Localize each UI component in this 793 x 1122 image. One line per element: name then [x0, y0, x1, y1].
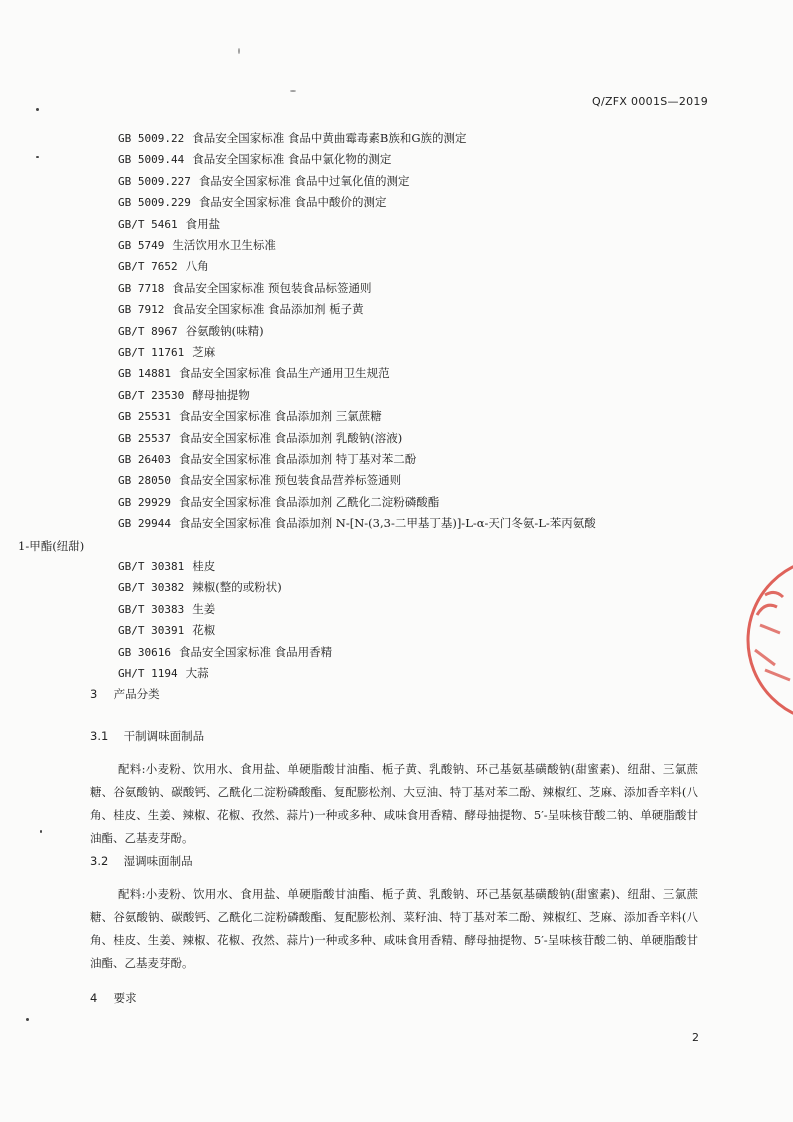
- reference-code: GB 7718: [118, 281, 165, 295]
- reference-code: GB 28050: [118, 474, 171, 488]
- reference-title: 食品安全国家标准 食品生产通用卫生规范: [178, 366, 390, 381]
- scan-speck: [36, 108, 39, 111]
- red-seal-stamp-icon: [735, 555, 793, 725]
- reference-title: 食品安全国家标准 食品中过氧化值的测定: [198, 173, 410, 188]
- reference-item: [118, 491, 439, 513]
- reference-title: 食品安全国家标准 食品添加剂 特丁基对苯二酚: [178, 452, 417, 466]
- section-4-number: 4: [90, 991, 98, 1005]
- reference-item: [118, 598, 215, 620]
- reference-code: GB/T 8967: [118, 324, 178, 338]
- reference-title: 谷氨酸钠(味精): [185, 323, 264, 338]
- reference-code: GH/T 1194: [118, 667, 178, 680]
- reference-item: [118, 320, 264, 342]
- reference-code: GB 26403: [118, 453, 171, 466]
- reference-item: [118, 255, 209, 277]
- reference-item: [118, 191, 387, 213]
- reference-item-long: [18, 512, 718, 557]
- reference-code: GB 7912: [118, 303, 165, 317]
- reference-code: GB/T 30391: [118, 624, 185, 638]
- reference-code: GB 29929: [118, 495, 171, 509]
- reference-item: [118, 298, 364, 320]
- scan-speck: [290, 90, 296, 92]
- reference-title: 食品安全国家标准 食品添加剂 乙酰化二淀粉磷酸酯: [178, 494, 440, 509]
- reference-title: 辣椒(整的或粉状): [192, 580, 282, 595]
- reference-title-continued: 1-甲酯(纽甜): [18, 539, 85, 554]
- section-3-heading: [90, 686, 160, 702]
- reference-title: 食品安全国家标准 食品中黄曲霉毒素B族和G族的测定: [192, 131, 467, 145]
- reference-item: [118, 662, 209, 684]
- scan-speck: [238, 48, 240, 54]
- section-3-2-heading: [90, 853, 193, 869]
- reference-code: GB 5009.44: [118, 153, 185, 167]
- reference-title: 食品安全国家标准 食品添加剂 乳酸钠(溶液): [178, 430, 403, 445]
- reference-code: GB 5009.229: [118, 196, 191, 210]
- reference-title: 食品安全国家标准 预包装食品标签通则: [172, 280, 372, 295]
- reference-code: GB 5009.22: [118, 132, 185, 145]
- section-3-2-title: 湿调味面制品: [123, 854, 193, 868]
- reference-code: GB 25531: [118, 410, 171, 424]
- reference-code: GB 29944: [118, 517, 171, 531]
- page-number: 2: [692, 1031, 699, 1044]
- reference-code: GB 5749: [118, 239, 165, 252]
- section-3-2-ingredients: 配料:小麦粉、饮用水、食用盐、单硬脂酸甘油酯、栀子黄、乳酸钠、环己基氨基磺酸钠(甜蜜素)、纽甜、三氯蔗糖、谷氨酸钠、碳酸钙、乙酰化二淀粉磷酸酯、复配膨松剂、菜籽油、特丁基对苯二酚、辣椒红、芝麻、添加香辛料(八角、桂皮、生姜、辣椒、花椒、孜然、蒜片)一种或多种、咸味食用香精、酵母抽提物、5′-呈味核苷酸二钠、单硬脂酸甘油酯、乙基麦芽酚。: [90, 887, 698, 970]
- reference-title: 食品安全国家标准 预包装食品营养标签通则: [178, 473, 402, 488]
- scan-speck: [40, 830, 42, 833]
- reference-item: [118, 341, 215, 363]
- reference-code: GB 30616: [118, 645, 171, 659]
- reference-title: 食用盐: [185, 216, 221, 231]
- section-3-1-number: 3.1: [90, 729, 109, 743]
- reference-code: GB/T 5461: [118, 217, 178, 231]
- scan-speck: [26, 1018, 29, 1021]
- reference-item: [118, 405, 382, 427]
- reference-code: GB/T 23530: [118, 388, 185, 402]
- reference-code: GB 5009.227: [118, 174, 191, 188]
- reference-item: [118, 427, 402, 449]
- reference-code: GB/T 7652: [118, 260, 178, 274]
- reference-item: [118, 148, 391, 170]
- reference-code: GB/T 30382: [118, 581, 185, 595]
- section-3-1-title: 干制调味面制品: [123, 729, 205, 743]
- reference-title: 花椒: [192, 623, 216, 638]
- reference-item: [118, 555, 215, 577]
- reference-item: [118, 576, 282, 598]
- reference-title: 食品安全国家标准 食品中酸价的测定: [198, 195, 387, 210]
- reference-title: 大蒜: [185, 666, 209, 680]
- section-3-2-number: 3.2: [90, 854, 109, 868]
- reference-title: 食品安全国家标准 食品添加剂 栀子黄: [172, 302, 364, 317]
- reference-title: 酵母抽提物: [192, 387, 250, 402]
- reference-item: [118, 277, 372, 299]
- section-3-1-ingredients: 配料:小麦粉、饮用水、食用盐、单硬脂酸甘油酯、栀子黄、乳酸钠、环己基氨基磺酸钠(甜蜜素)、纽甜、三氯蔗糖、谷氨酸钠、碳酸钙、乙酰化二淀粉磷酸酯、复配膨松剂、大豆油、特丁基对苯二酚、辣椒红、芝麻、添加香辛料(八角、桂皮、生姜、辣椒、花椒、孜然、蒜片)一种或多种、咸味食用香精、酵母抽提物、5′-呈味核苷酸二钠、单硬脂酸甘油酯、乙基麦芽酚。: [90, 762, 698, 845]
- reference-code: GB 14881: [118, 367, 171, 381]
- reference-code: GB/T 30383: [118, 602, 185, 616]
- reference-item: [118, 619, 215, 641]
- reference-item: [118, 362, 390, 384]
- reference-title: 芝麻: [192, 345, 216, 359]
- document-code: Q/ZFX 0001S—2019: [592, 95, 709, 108]
- reference-code: GB/T 11761: [118, 346, 185, 359]
- section-4-heading: [90, 990, 137, 1006]
- reference-code: GB 25537: [118, 431, 171, 445]
- reference-item: [118, 384, 250, 406]
- reference-item: [118, 469, 401, 491]
- reference-title: 食品安全国家标准 食品添加剂 N-[N-(3,3-二甲基丁基)]-L-α-天门冬氨-L-苯丙氨酸: [178, 516, 596, 531]
- section-3-1-heading: [90, 728, 204, 744]
- reference-title: 生姜: [192, 601, 216, 616]
- reference-item: [118, 213, 220, 235]
- reference-item: [118, 234, 276, 256]
- reference-item: [118, 641, 332, 663]
- reference-item: [118, 170, 410, 192]
- reference-title: 食品安全国家标准 食品添加剂 三氯蔗糖: [178, 409, 382, 424]
- reference-title: 八角: [185, 259, 209, 274]
- reference-title: 生活饮用水卫生标准: [172, 238, 276, 252]
- reference-title: 食品安全国家标准 食品用香精: [178, 644, 333, 659]
- scan-speck: [36, 156, 39, 158]
- reference-code: GB/T 30381: [118, 560, 185, 573]
- section-3-number: 3: [90, 687, 98, 701]
- reference-title: 桂皮: [192, 559, 216, 573]
- section-3-title: 产品分类: [113, 687, 160, 701]
- reference-item: [118, 448, 416, 470]
- reference-item: [118, 127, 467, 149]
- section-4-title: 要求: [113, 991, 137, 1005]
- reference-title: 食品安全国家标准 食品中氯化物的测定: [192, 152, 392, 167]
